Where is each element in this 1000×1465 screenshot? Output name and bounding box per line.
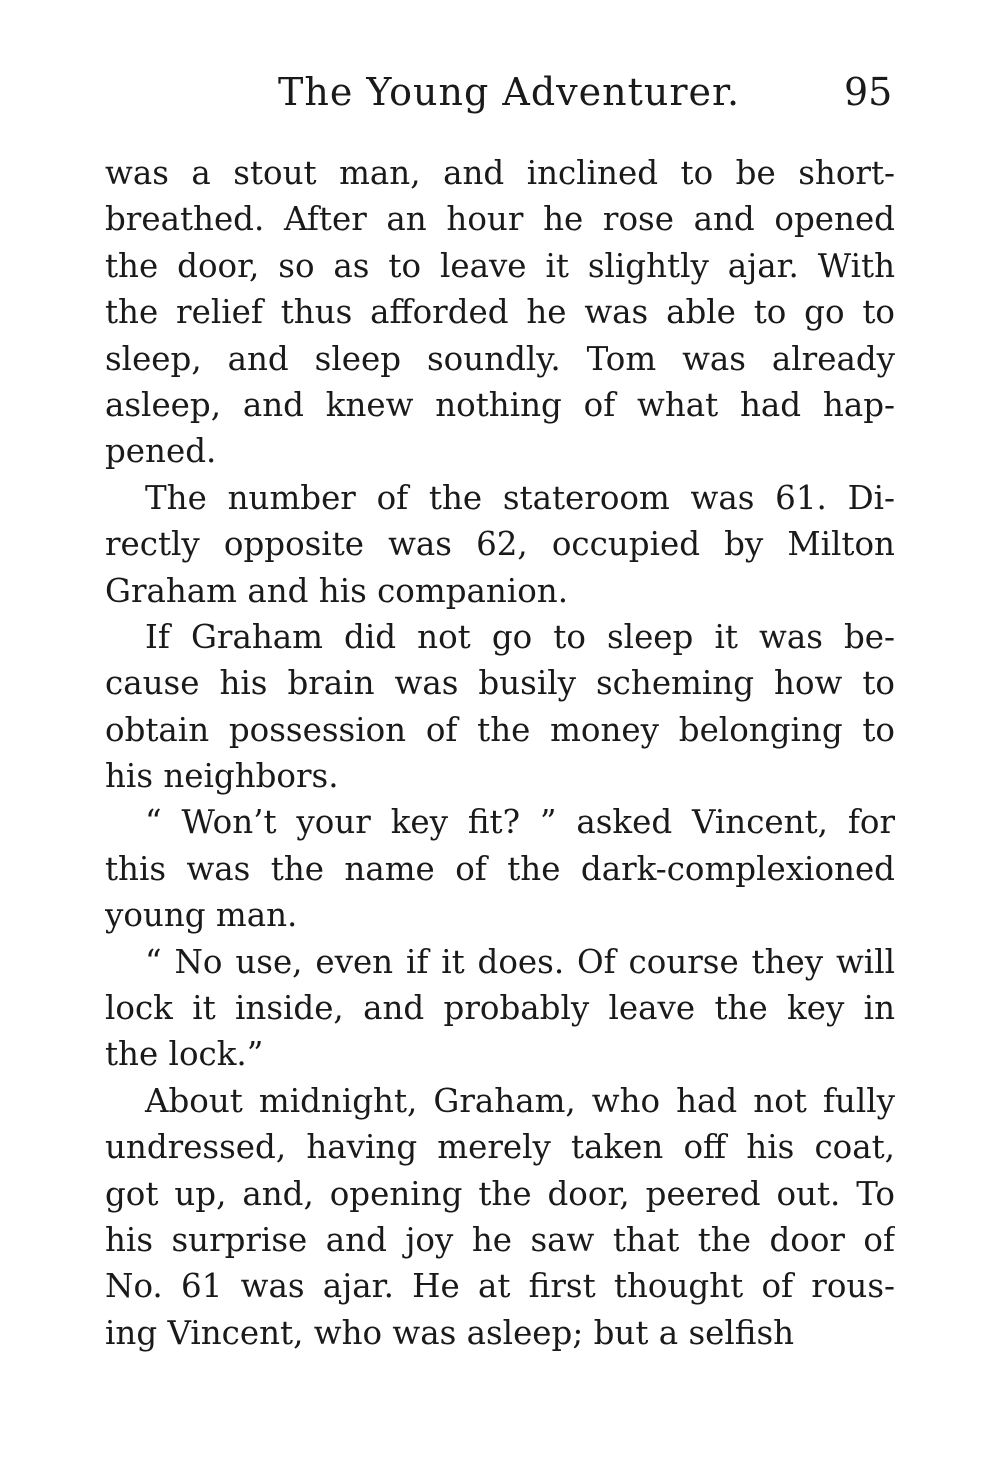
text-line: the relief thus afforded he was able to go to [105,293,895,332]
running-head [0,70,1000,120]
paragraph [105,475,895,614]
text-line: About midnight, Graham, who had not fully [145,1081,895,1120]
text-line: No. 61 was ajar. He at first thought of rous- [105,1267,895,1306]
paragraph [105,150,895,475]
text-line: breathed. After an hour he rose and opened [105,200,895,239]
text-line: pened. [105,432,217,471]
text-line: undressed, having merely taken off his coat, [105,1128,895,1167]
text-line: lock it inside, and probably leave the key in [105,989,895,1028]
text-line: cause his brain was busily scheming how to [105,664,895,703]
text-line: sleep, and sleep soundly. Tom was already [105,339,895,378]
paragraph [105,939,895,1078]
text-line: ing Vincent, who was asleep; but a selfish [105,1313,795,1352]
text-line: his neighbors. [105,757,339,796]
text-line: obtain possession of the money belonging to [105,710,895,749]
text-line: the door, so as to leave it slightly ajar. With [105,246,895,285]
text-line: was a stout man, and inclined to be short- [105,154,895,192]
text-line: “ Won’t your key fit? ” asked Vincent, for [145,803,895,842]
text-line: this was the name of the dark-complexioned [105,849,895,888]
running-title: The Young Adventurer. [278,70,741,114]
text-line: young man. [105,896,298,935]
paragraph [105,1078,895,1356]
paragraph [105,614,895,800]
text-line: If Graham did not go to sleep it was be- [145,617,895,656]
page-number: 95 [844,70,893,114]
body-text [105,150,895,1356]
text-line: Graham and his companion. [105,571,569,610]
text-line: rectly opposite was 62, occupied by Milton [105,525,895,564]
text-line: got up, and, opening the door, peered out. To [105,1174,895,1213]
text-line: “ No use, even if it does. Of course they will [145,942,895,981]
text-line: the lock.” [105,1035,264,1074]
paragraph [105,799,895,938]
text-line: The number of the stateroom was 61. Di- [145,478,895,517]
text-line: asleep, and knew nothing of what had hap- [105,385,895,424]
text-line: his surprise and joy he saw that the door of [105,1220,895,1259]
